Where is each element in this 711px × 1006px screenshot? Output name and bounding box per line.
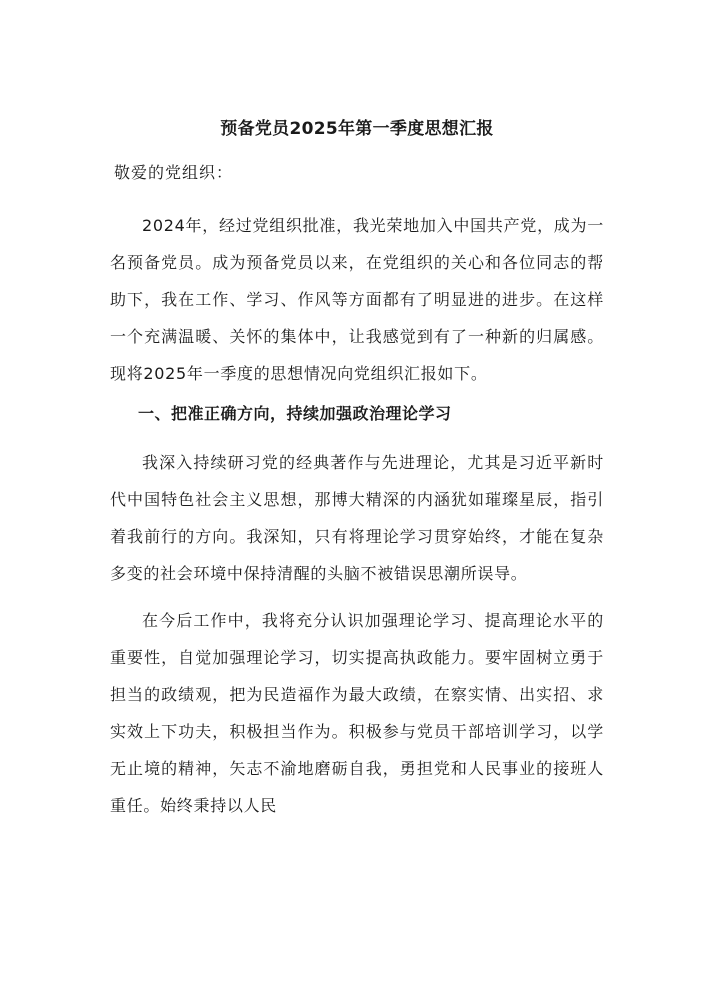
document-body [110,114,604,834]
intro-paragraph: 2024年，经过党组织批准，我光荣地加入中国共产党，成为一名预备党员。成为预备党员以来，在党组织的关心和各位同志的帮助下，我在工作、学习、作风等方面都有了明显进的进步。在这样一个充满温暖、关怀的集体中，让我感觉到有了一种新的归属感。现将2025年一季度的思想情况向党组织汇报如下。 [110,216,604,383]
salutation: 敬爱的党组织： [114,163,234,182]
section-paragraph-2: 在今后工作中，我将充分认识加强理论学习、提高理论水平的重要性，自觉加强理论学习，切实提高执政能力。要牢固树立勇于担当的政绩观，把为民造福作为最大政绩，在察实情、出实招、求实效上下功夫，积极担当作为。积极参与党员干部培训学习，以学无止境的精神，矢志不渝地磨砺自我，勇担党和人民事业的接班人重任。始终秉持以人民 [110,611,604,815]
section-heading: 一、把准正确方向，持续加强政治理论学习 [138,404,452,423]
section-paragraph-1: 我深入持续研习党的经典著作与先进理论，尤其是习近平新时代中国特色社会主义思想，那博大精深的内涵犹如璀璨星辰，指引着我前行的方向。我深知，只有将理论学习贯穿始终，才能在复杂多变的社会环境中保持清醒的头脑不被错误思潮所误导。 [110,453,604,583]
document-title: 预备党员2025年第一季度思想汇报 [220,119,494,139]
